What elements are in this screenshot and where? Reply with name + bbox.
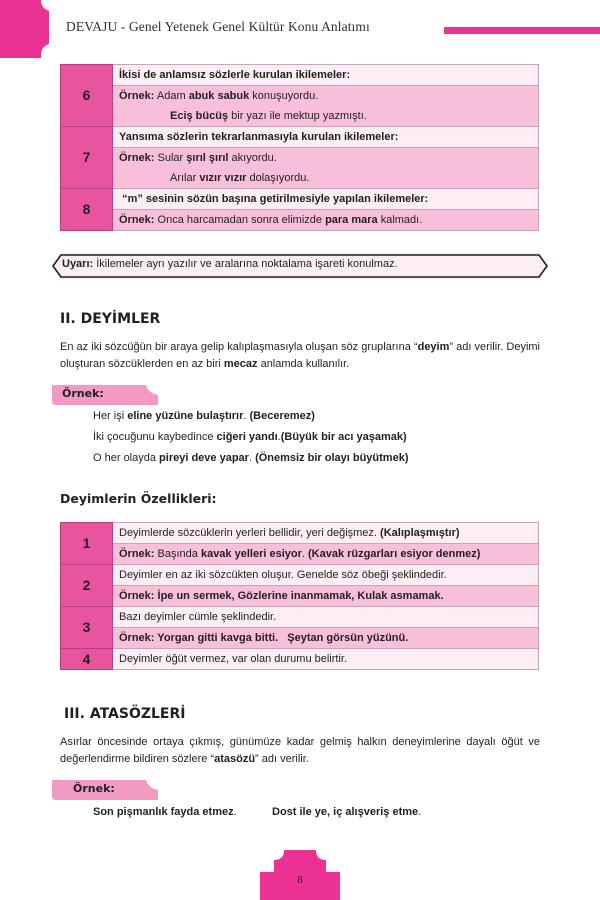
row-line [113,649,539,670]
page-number: 8 [297,874,303,886]
atasozu-example [272,806,421,818]
table-row [61,148,539,169]
row-line [113,523,539,544]
deyim-features-table [60,522,539,670]
page-header-title: DEVAJU - Genel Yetenek Genel Kültür Konu Anlatımı [66,19,370,34]
bold-text: (Önemsiz bir olayı büyütmek) [255,452,409,464]
table-row [61,127,539,148]
header-accent-bar [444,27,600,34]
row-line [113,106,539,127]
text-run: . [418,806,422,818]
deyim-example [93,431,407,443]
text-run: dolaşıyordu. [246,171,310,184]
text-run: kalmadı. [377,213,423,226]
table-row [61,607,539,628]
ikilemeler-table [60,64,539,231]
text-run: akıyordu. [228,151,277,164]
bold-text: eline yüzüne bulaştırır [127,410,244,422]
row-line [113,127,539,148]
text-run: Arılar [170,171,200,184]
text-run: Sular [154,151,187,164]
table-row [61,86,539,107]
bold-text: para mara [325,213,378,226]
bold-text: kavak yelleri esiyor [200,547,302,560]
text-run: Her işi [93,410,128,422]
row-number: 7 [61,127,113,189]
bold-text: atasözü [214,753,256,765]
bold-text: Örnek: [119,547,155,560]
row-line [113,210,539,231]
text-run: ” adı verilir. [255,753,309,765]
row-line [113,148,539,169]
bold-text: ciğeri yandı [216,431,278,443]
bold-text: Eciş bücüş [170,109,229,122]
row-line [113,86,539,107]
table-row [61,106,539,127]
row-line [113,544,539,565]
table-row [61,189,539,210]
text-run: En az iki sözcüğün bir araya gelip kalıplaşmasıyla oluşan söz gruplarına “ [60,341,418,353]
row-number: 6 [61,65,113,127]
table-row [61,628,539,649]
row-number: 1 [61,523,113,565]
text-run: Deyimler öğüt vermez, var olan durumu belirtir. [119,652,348,665]
ornek-label: Örnek: [62,387,104,400]
text-run: Bazı deyimler cümle şeklindedir. [119,610,277,623]
ornek-label: Örnek: [73,782,115,795]
warning-text [62,258,542,270]
bold-text: (Kalıplaşmıştır) [380,526,460,539]
bold-text: (Beceremez) [249,410,315,422]
deyimler-intro [60,339,544,373]
text-run: Deyimlerde sözcüklerin yerleri bellidir, yeri değişmez. [119,526,381,539]
bold-text: Dost ile ye, iç alışveriş etme [272,806,419,818]
row-number: 3 [61,607,113,649]
atasozleri-intro [60,734,544,768]
bold-text: “m” sesinin sözün başına getirilmesiyle yapılan ikilemeler: [119,192,429,205]
row-line [113,168,539,189]
text-run: Deyimler en az iki sözcükten oluşur. Genelde söz öbeği şeklindedir. [119,568,447,581]
deyim-example [93,410,315,422]
text-run: Adam [154,89,189,102]
bold-text: Son pişmanlık fayda etmez [93,806,234,818]
text-run: konuşuyordu. [249,89,319,102]
table-row [61,168,539,189]
text-run: bir yazı ile mektup yazmıştı. [228,109,367,122]
bold-text: Örnek: Yorgan gitti kavga bitti. Şeytan görsün yüzünü. [119,631,409,644]
row-number: 4 [61,649,113,670]
table-row [61,523,539,544]
text-run: anlamda kullanılır. [257,358,350,370]
row-line [113,189,539,210]
bold-text: abuk sabuk [188,89,250,102]
deyim-example [93,452,408,464]
table-row [61,544,539,565]
text-run: Onca harcamadan sonra elimizde [154,213,326,226]
warning-message: İkilemeler ayrı yazılır ve aralarına noktalama işareti konulmaz. [93,258,398,270]
bold-text: Örnek: [119,89,155,102]
table-row [61,65,539,86]
row-line [113,586,539,607]
row-line [113,628,539,649]
bold-text: pireyi deve yapar [159,452,249,464]
table-row [61,565,539,586]
bold-text: Örnek: İpe un sermek, Gözlerine inanmamak, Kulak asmamak. [119,589,444,602]
section-heading-atasozleri: III. ATASÖZLERİ [64,706,186,722]
bold-text: İkisi de anlamsız sözlerle kurulan ikilemeler: [119,68,351,81]
row-number: 8 [61,189,113,231]
text-run: . [248,452,256,464]
bold-text: Örnek: [119,213,155,226]
row-line [113,565,539,586]
table-row [61,586,539,607]
features-heading: Deyimlerin Özellikleri: [60,491,217,506]
text-run: Asırlar öncesinde ortaya çıkmış, günümüze kadar gelmiş halkın deneyimlerine dayalı öğüt ve değerlendirme bildiren sözlere “ [60,736,544,765]
row-line [113,65,539,86]
bold-text: Örnek: [119,151,155,164]
corner-decoration [0,0,50,58]
bold-text: (Büyük bir acı yaşamak) [280,431,407,443]
bold-text: Yansıma sözlerin tekrarlanmasıyla kurulan ikilemeler: [119,130,399,143]
section-heading-deyimler: II. DEYİMLER [60,311,161,327]
bold-text: mecaz [223,358,258,370]
text-run: ” adı verilir. Deyimi oluşturan sözcüklerden en az biri [60,341,544,370]
row-number: 2 [61,565,113,607]
text-run: . [233,806,237,818]
atasozu-example [93,806,237,818]
row-line [113,607,539,628]
table-row [61,210,539,231]
text-run: . [277,431,281,443]
text-run: . [243,410,250,422]
text-run: İki çocuğunu kaybedince [93,431,217,443]
warning-label: Uyarı: [62,258,94,270]
table-row [61,649,539,670]
text-run: . [301,547,308,560]
bold-text: vızır vızır [199,171,247,184]
bold-text: şırıl şırıl [186,151,229,164]
bold-text: deyim [417,341,450,353]
text-run: O her olayda [93,452,160,464]
text-run: Başında [154,547,201,560]
bold-text: (Kavak rüzgarları esiyor denmez) [308,547,481,560]
